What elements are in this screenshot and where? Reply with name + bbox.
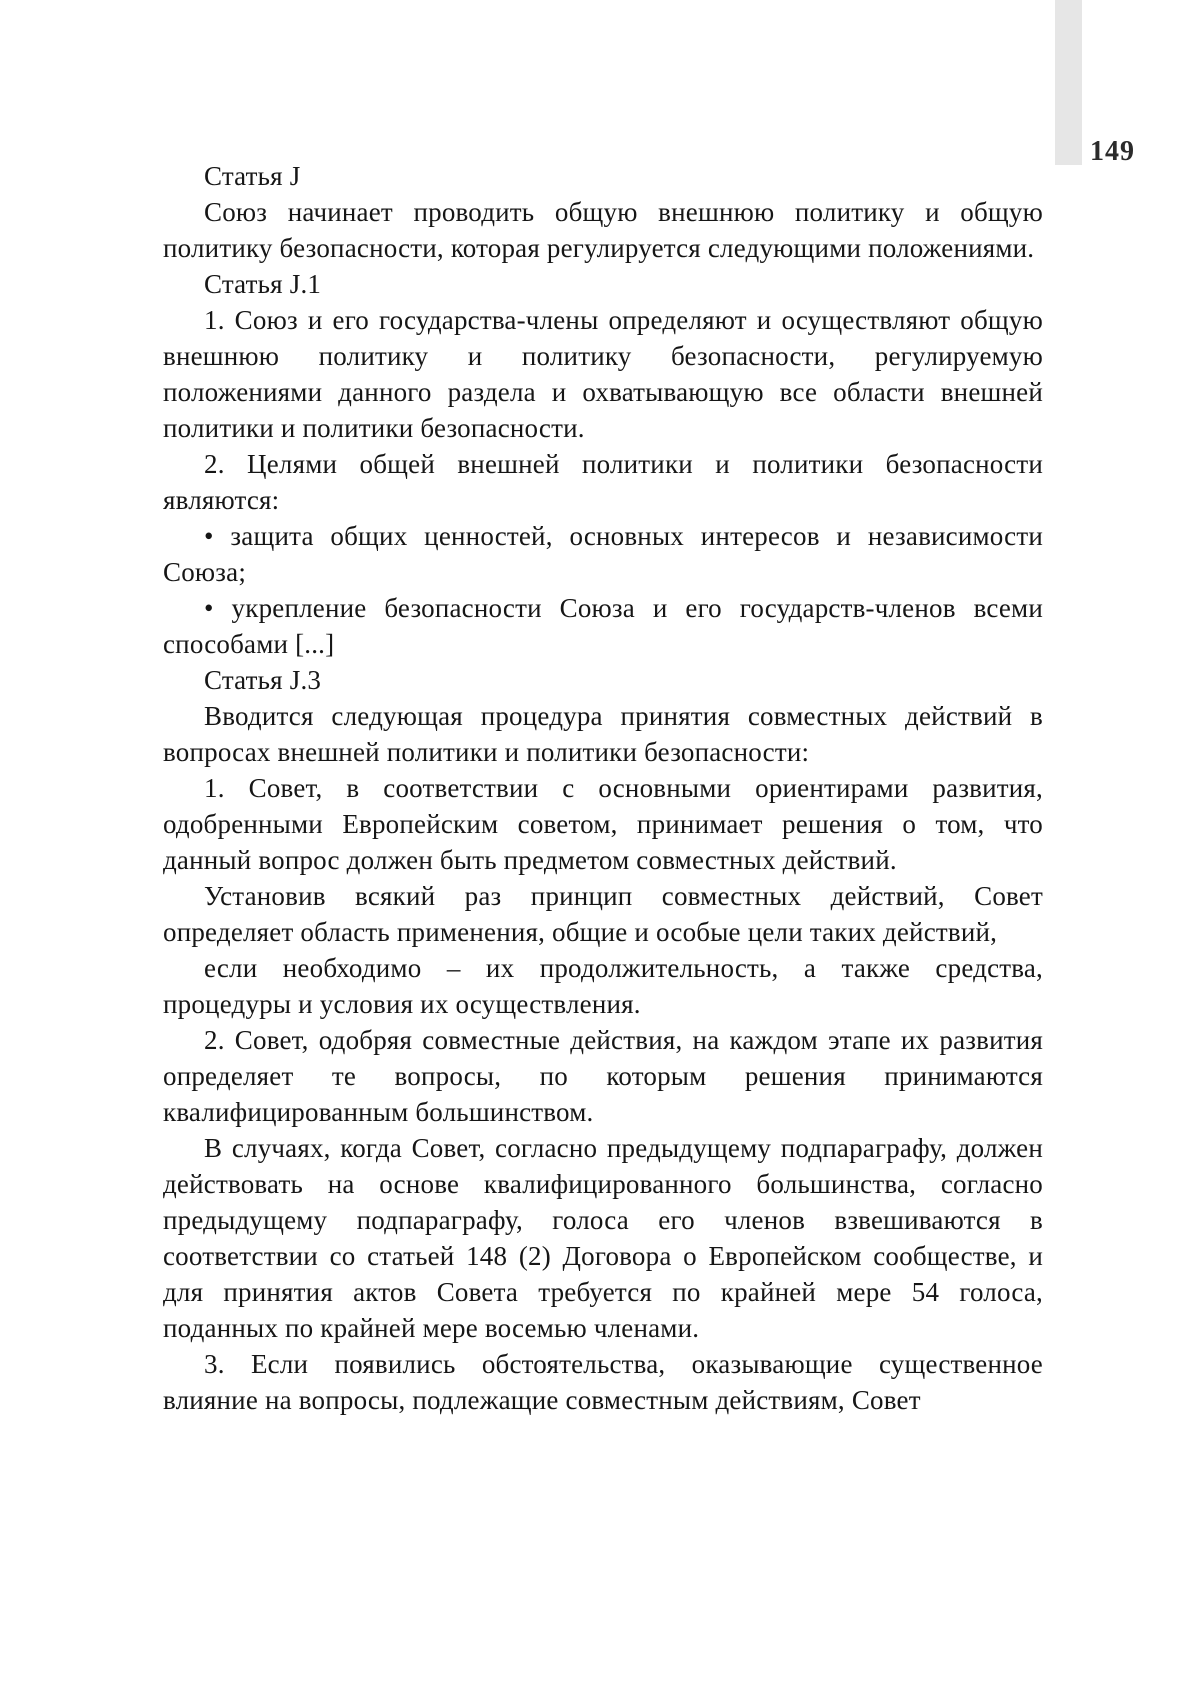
paragraph-j3-2: 2. Совет, одобряя совместные действия, на каждом этапе их развития определяет те вопросы, по которым решения принимаются квалифицированным большинством. (163, 1025, 1043, 1127)
paragraph-j3-1c: если необходимо – их продолжительность, а также средства, процедуры и условия их осуществления. (163, 953, 1043, 1019)
paragraph-j3-1: 1. Совет, в соответствии с основными ориентирами развития, одобренными Европейским советом, принимает решения о том, что данный вопрос должен быть предметом совместных действий. (163, 773, 1043, 875)
article-heading-j: Статья J (204, 161, 301, 191)
paragraph-j3-3: 3. Если появились обстоятельства, оказывающие существенное влияние на вопросы, подлежащие совместным действиям, Совет (163, 1349, 1043, 1415)
paragraph-j3-2b: В случаях, когда Совет, согласно предыдущему подпараграфу, должен действовать на основе квалифицированного большинства, согласно предыдущему подпараграфу, голоса его членов взвешиваются в соответствии со статьей 148 (2) Договора о Европейском сообществе, и для принятия актов Совета требуется по крайней мере 54 голоса, поданных по крайней мере восемью членами. (163, 1133, 1043, 1343)
bullet-item: • защита общих ценностей, основных интересов и независимости Союза; (163, 521, 1043, 587)
bullet-item: • укрепление безопасности Союза и его государств-членов всеми способами [...] (163, 593, 1043, 659)
page-number: 149 (1090, 136, 1135, 167)
page-edge-tab (1055, 0, 1082, 165)
paragraph-intro: Союз начинает проводить общую внешнюю политику и общую политику безопасности, которая регулируется следующими положениями. (163, 197, 1043, 263)
article-heading-j3: Статья J.3 (204, 665, 322, 695)
paragraph-j1-2: 2. Целями общей внешней политики и политики безопасности являются: (163, 449, 1043, 515)
paragraph-j1-1: 1. Союз и его государства-члены определяют и осуществляют общую внешнюю политику и политику безопасности, регулируемую положениями данного раздела и охватывающую все области внешней политики и политики безопасности. (163, 305, 1043, 443)
article-heading-j1: Статья J.1 (204, 269, 322, 299)
document-body (163, 158, 1043, 1418)
paragraph-j3-intro: Вводится следующая процедура принятия совместных действий в вопросах внешней политики и политики безопасности: (163, 701, 1043, 767)
paragraph-j3-1b: Установив всякий раз принцип совместных действий, Совет определяет область применения, общие и особые цели таких действий, (163, 881, 1043, 947)
